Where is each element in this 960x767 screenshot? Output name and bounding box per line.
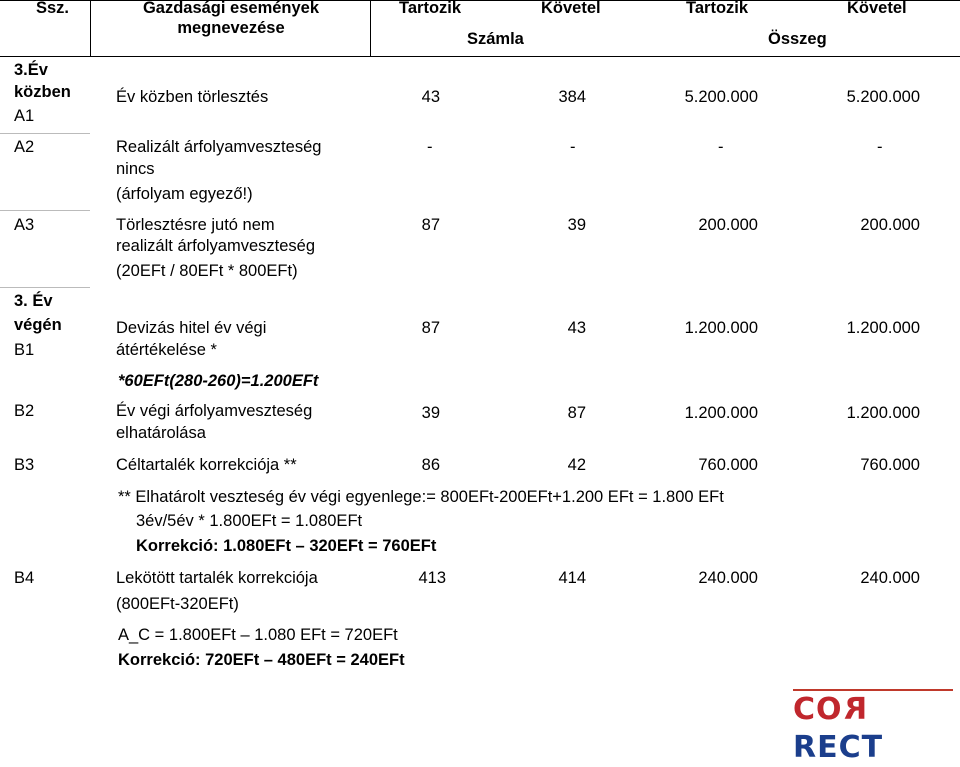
row-b3-note-line3: Korrekció: 1.080EFt – 320EFt = 760EFt (136, 537, 437, 555)
header-divider-2 (370, 0, 371, 56)
row-b3-note-line1: ** Elhatárolt veszteség év végi egyenlege:= 800EFt-200EFt+1.200 EFt = 1.800 EFt (118, 488, 724, 506)
row-b3-kovetel: 42 (567, 456, 586, 474)
row-a2-description-line2: nincs (116, 160, 155, 178)
row-b1-id: B1 (14, 341, 35, 359)
row-a2-description-line3: (árfolyam egyező!) (116, 185, 253, 203)
row-b1-description-line1: Devizás hitel év végi (116, 319, 267, 337)
row-b2-id: B2 (14, 402, 35, 420)
row-b1-tartozik: 87 (421, 319, 440, 337)
row-b1-osszeg-kovetel: 1.200.000 (846, 319, 920, 337)
row-a3-description-line1: Törlesztésre jutó nem (116, 216, 275, 234)
separator-a3 (0, 287, 90, 288)
row-b4-id: B4 (14, 569, 35, 587)
logo-part-ect: ECT (817, 730, 884, 765)
row-a2-osszeg-tartozik: - (718, 138, 724, 156)
header-szamla-kovetel: Követel (541, 0, 601, 17)
row-a1-id-line2: közben (14, 83, 71, 101)
row-a1-osszeg-tartozik: 5.200.000 (684, 88, 758, 106)
header-osszeg-tartozik: Tartozik (686, 0, 749, 17)
row-b3-tartozik: 86 (421, 456, 440, 474)
row-b3-id: B3 (14, 456, 35, 474)
logo-part-r: R (793, 730, 818, 765)
logo-part-co: CO (793, 692, 843, 727)
header-ssz: Ssz. (36, 0, 70, 17)
header-bottom-rule (0, 56, 960, 57)
row-a3-osszeg-kovetel: 200.000 (860, 216, 920, 234)
row-b1-id-line1: 3. Év (14, 292, 53, 310)
row-b4-description-line1: Lekötött tartalék korrekciója (116, 569, 318, 587)
row-a3-tartozik: 87 (421, 216, 440, 234)
row-b4-note-line2: Korrekció: 720EFt – 480EFt = 240EFt (118, 651, 405, 669)
row-b4-osszeg-tartozik: 240.000 (698, 569, 758, 587)
row-b2-osszeg-tartozik: 1.200.000 (684, 404, 758, 422)
row-a1-description: Év közben törlesztés (116, 88, 269, 106)
row-a1-tartozik: 43 (421, 88, 440, 106)
row-a2-id: A2 (14, 138, 35, 156)
row-b1-note: *60EFt(280-260)=1.200EFt (118, 372, 319, 390)
row-a2-tartozik: - (427, 138, 433, 156)
row-b4-description-line2: (800EFt-320EFt) (116, 595, 239, 613)
row-b4-note-line1: A_C = 1.800EFt – 1.080 EFt = 720EFt (118, 626, 398, 644)
row-a3-osszeg-tartozik: 200.000 (698, 216, 758, 234)
row-b2-description-line1: Év végi árfolyamveszteség (116, 402, 313, 420)
row-a3-description-line3: (20EFt / 80EFt * 800EFt) (116, 262, 298, 280)
row-b1-kovetel: 43 (567, 319, 586, 337)
row-b4-kovetel: 414 (558, 569, 586, 587)
header-szamla-tartozik: Tartozik (399, 0, 462, 17)
row-a1-kovetel: 384 (558, 88, 586, 106)
row-a2-osszeg-kovetel: - (877, 138, 883, 156)
logo-part-r-mirrored: R (842, 692, 867, 727)
separator-a1 (0, 133, 90, 134)
row-b3-osszeg-tartozik: 760.000 (698, 456, 758, 474)
header-event-line1: Gazdasági események (142, 0, 320, 17)
correct-logo (793, 689, 953, 765)
row-b1-description-line2: átértékelése * (116, 341, 217, 359)
row-b1-osszeg-tartozik: 1.200.000 (684, 319, 758, 337)
row-b4-tartozik: 413 (418, 569, 446, 587)
row-a1-id: A1 (14, 107, 35, 125)
header-divider-1 (90, 0, 91, 56)
row-a2-kovetel: - (570, 138, 576, 156)
row-b4-osszeg-kovetel: 240.000 (860, 569, 920, 587)
row-b2-description-line2: elhatárolása (116, 424, 206, 442)
row-b3-note-line2: 3év/5év * 1.800EFt = 1.080EFt (136, 512, 363, 530)
row-b1-id-line2: végén (14, 316, 62, 334)
header-event-line2: megnevezése (177, 19, 285, 37)
row-b2-tartozik: 39 (421, 404, 440, 422)
row-a3-kovetel: 39 (567, 216, 586, 234)
row-b3-description: Céltartalék korrekciója ** (116, 456, 297, 474)
row-a2-description-line1: Realizált árfolyamveszteség (116, 138, 322, 156)
row-a1-id-line1: 3.Év (14, 61, 48, 79)
separator-a2 (0, 210, 90, 211)
row-a3-id: A3 (14, 216, 35, 234)
row-b2-osszeg-kovetel: 1.200.000 (846, 404, 920, 422)
row-b3-osszeg-kovetel: 760.000 (860, 456, 920, 474)
row-a1-osszeg-kovetel: 5.200.000 (846, 88, 920, 106)
header-osszeg-kovetel: Követel (847, 0, 907, 17)
header-osszeg: Összeg (768, 30, 827, 48)
row-b2-kovetel: 87 (567, 404, 586, 422)
row-a3-description-line2: realizált árfolyamveszteség (116, 237, 315, 255)
header-szamla: Számla (467, 30, 524, 48)
